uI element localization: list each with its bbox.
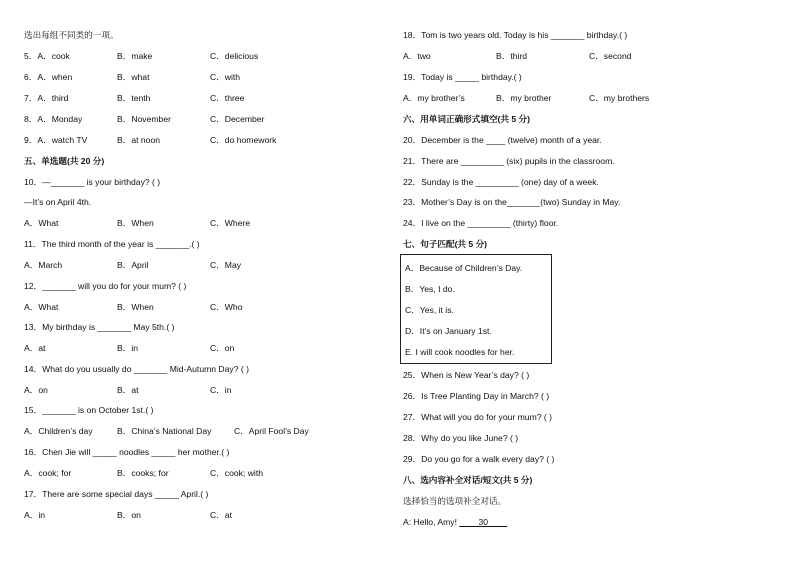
q18-option-c: C．second bbox=[589, 51, 632, 61]
q16-option-b: B．cooks; for bbox=[117, 468, 169, 478]
q10-option-a: A．What bbox=[24, 218, 59, 228]
dialogue-speaker-text: A: Hello, Amy! bbox=[403, 517, 460, 527]
q28-text: 28．Why do you like June? ( ) bbox=[403, 433, 519, 443]
q17-option-c: C．at bbox=[210, 510, 232, 520]
q10-option-c: C．Where bbox=[210, 218, 251, 228]
q10-option-b: B．When bbox=[117, 218, 154, 228]
q14-text: 14．What do you usually do _______ Mid-Autumn Day? ( ) bbox=[24, 364, 249, 374]
match-option-b: B．Yes, I do. bbox=[405, 284, 455, 294]
q27-text: 27．What will you do for your mum? ( ) bbox=[403, 412, 553, 422]
q9-b: B．at noon bbox=[117, 135, 160, 145]
q10-subtext: —It’s on April 4th. bbox=[24, 197, 92, 207]
matching-options-box bbox=[400, 254, 552, 364]
q17-option-a: A．in bbox=[24, 510, 46, 520]
instruction-text: 选出每组不同类的一项。 bbox=[24, 30, 119, 40]
q15-option-a: A．Children’s day bbox=[24, 426, 93, 436]
q19-option-b: B．my brother bbox=[496, 93, 552, 103]
q26-text: 26．Is Tree Planting Day in March? ( ) bbox=[403, 391, 550, 401]
q21-text: 21．There are _________ (six) pupils in the classroom. bbox=[403, 156, 615, 166]
match-option-e: E. I will cook noodles for her. bbox=[405, 347, 515, 357]
section-6-heading: 六、用单词正确形式填空(共 5 分) bbox=[403, 114, 530, 124]
section-8-instruction: 选择恰当的选项补全对话。 bbox=[403, 496, 507, 506]
q17-text: 17．There are some special days _____ April.( ) bbox=[24, 489, 209, 499]
q17-option-b: B．on bbox=[117, 510, 141, 520]
q7-b: B．tenth bbox=[117, 93, 151, 103]
q7-c: C．three bbox=[210, 93, 245, 103]
dialogue-line-1 bbox=[403, 517, 507, 528]
match-option-a: A．Because of Children’s Day. bbox=[405, 263, 523, 273]
q12-option-a: A．What bbox=[24, 302, 59, 312]
q9-c: C．do homework bbox=[210, 135, 277, 145]
q8-b: B．November bbox=[117, 114, 171, 124]
q16-text: 16．Chen Jie will _____ noodles _____ her mother.( ) bbox=[24, 447, 230, 457]
q9-a: 9．A．watch TV bbox=[24, 135, 88, 145]
q11-text: 11．The third month of the year is _______.( ) bbox=[24, 239, 200, 249]
q16-option-a: A．cook; for bbox=[24, 468, 72, 478]
q30-blank: ____30____ bbox=[459, 517, 508, 527]
q14-option-c: C．in bbox=[210, 385, 232, 395]
q11-option-a: A．March bbox=[24, 260, 63, 270]
q10-text: 10．—_______ is your birthday? ( ) bbox=[24, 177, 161, 187]
q19-option-c: C．my brothers bbox=[589, 93, 650, 103]
q8-a: 8．A．Monday bbox=[24, 114, 83, 124]
q7-a: 7．A．third bbox=[24, 93, 69, 103]
q6-c: C．with bbox=[210, 72, 241, 82]
q12-option-c: C．Who bbox=[210, 302, 243, 312]
q22-text: 22．Sunday is the _________ (one) day of a week. bbox=[403, 177, 599, 187]
q5-a: 5．A．cook bbox=[24, 51, 70, 61]
q15-text: 15．_______ is on October 1st.( ) bbox=[24, 405, 154, 415]
q11-option-b: B．April bbox=[117, 260, 149, 270]
q18-option-b: B．third bbox=[496, 51, 528, 61]
q13-option-a: A．at bbox=[24, 343, 46, 353]
q13-option-b: B．in bbox=[117, 343, 139, 353]
q15-option-c: C．April Fool’s Day bbox=[234, 426, 309, 436]
q6-b: B．what bbox=[117, 72, 150, 82]
q20-text: 20．December is the ____ (twelve) month of a year. bbox=[403, 135, 602, 145]
match-option-c: C．Yes, it is. bbox=[405, 305, 454, 315]
q18-text: 18．Tom is two years old. Today is his _______ birthday.( ) bbox=[403, 30, 628, 40]
q14-option-a: A．on bbox=[24, 385, 48, 395]
q13-text: 13．My birthday is _______ May 5th.( ) bbox=[24, 322, 175, 332]
q24-text: 24．I live on the _________ (thirty) floor. bbox=[403, 218, 559, 228]
section-5-heading: 五、单选题(共 20 分) bbox=[24, 156, 105, 166]
section-7-heading: 七、句子匹配(共 5 分) bbox=[403, 239, 488, 249]
q11-option-c: C．May bbox=[210, 260, 242, 270]
q5-b: B．make bbox=[117, 51, 153, 61]
q25-text: 25．When is New Year’s day? ( ) bbox=[403, 370, 530, 380]
q29-text: 29．Do you go for a walk every day? ( ) bbox=[403, 454, 555, 464]
q19-text: 19．Today is _____ birthday.( ) bbox=[403, 72, 522, 82]
q16-option-c: C．cook; with bbox=[210, 468, 264, 478]
q12-option-b: B．When bbox=[117, 302, 154, 312]
q12-text: 12．_______ will you do for your mum? ( ) bbox=[24, 281, 187, 291]
q14-option-b: B．at bbox=[117, 385, 139, 395]
q15-option-b: B．China’s National Day bbox=[117, 426, 212, 436]
q13-option-c: C．on bbox=[210, 343, 235, 353]
match-option-d: D．It’s on January 1st. bbox=[405, 326, 492, 336]
q18-option-a: A．two bbox=[403, 51, 431, 61]
q6-a: 6．A．when bbox=[24, 72, 73, 82]
q19-option-a: A．my brother’s bbox=[403, 93, 465, 103]
q5-c: C．delicious bbox=[210, 51, 259, 61]
q23-text: 23．Mother’s Day is on the_______(two) Sunday in May. bbox=[403, 197, 621, 207]
section-8-heading: 八、选内容补全对话/短文(共 5 分) bbox=[403, 475, 533, 485]
q8-c: C．December bbox=[210, 114, 265, 124]
